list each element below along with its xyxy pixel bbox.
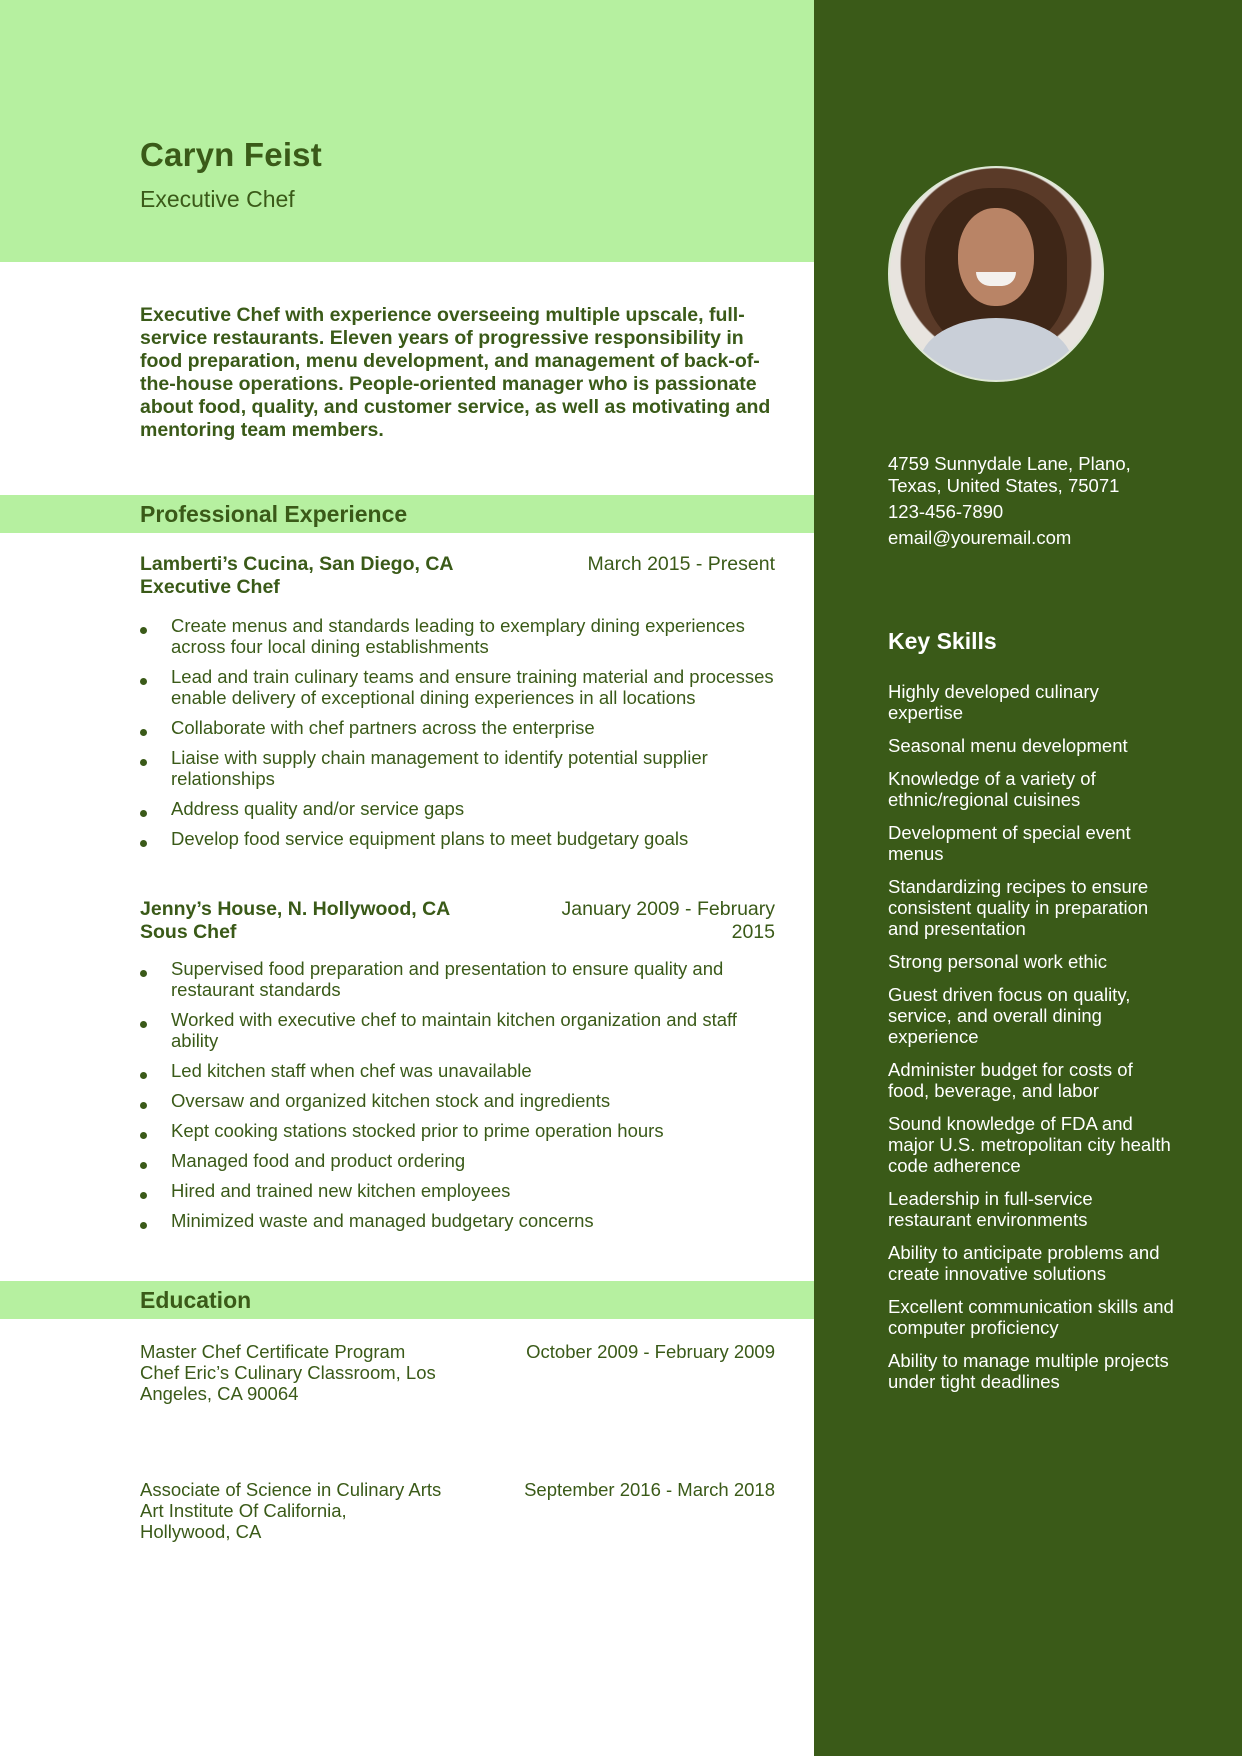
- list-item: Standardizing recipes to ensure consistent quality in preparation and presentation: [888, 876, 1149, 939]
- list-item: Kept cooking stations stocked prior to prime operation hours: [140, 1120, 775, 1141]
- list-item: Sound knowledge of FDA and major U.S. metropolitan city health code adherence: [888, 1113, 1171, 1176]
- list-item: Excellent communication skills and computer proficiency: [888, 1296, 1174, 1338]
- education-band: [0, 1281, 814, 1319]
- list-item: Highly developed culinary expertise: [888, 681, 1099, 723]
- list-item: Minimized waste and managed budgetary concerns: [140, 1210, 775, 1231]
- list-item: Ability to anticipate problems and create innovative solutions: [888, 1242, 1160, 1284]
- list-item: Worked with executive chef to maintain kitchen organization and staff ability: [140, 1009, 775, 1051]
- list-item: Ability to manage multiple projects under tight deadlines: [888, 1350, 1169, 1392]
- list-item: Lead and train culinary teams and ensure training material and processes enable delivery of exceptional dining experiences in all locations: [140, 666, 775, 708]
- list-item: Develop food service equipment plans to meet budgetary goals: [140, 828, 775, 849]
- list-item: Hired and trained new kitchen employees: [140, 1180, 775, 1201]
- contact-address: 4759 Sunnydale Lane, Plano, Texas, United States, 75071: [888, 453, 1131, 496]
- experience-heading: Professional Experience: [140, 501, 408, 527]
- profile-photo: [888, 166, 1104, 382]
- summary-paragraph: Executive Chef with experience overseeing multiple upscale, full-service restaurants. Eleven years of progressive responsibility in food preparation, menu development, and management of back-of-the-house operations. People-oriented manager who is passionate about food, quality, and customer service, as well as motivating and mentoring team members.: [140, 304, 771, 441]
- job-dates: March 2015 - Present: [587, 553, 775, 575]
- contact-phone: 123-456-7890: [888, 501, 1004, 522]
- list-item: Collaborate with chef partners across the enterprise: [140, 717, 775, 738]
- contact-info: [888, 453, 1188, 553]
- education-degree: Master Chef Certificate Program: [140, 1341, 406, 1362]
- education-degree: Associate of Science in Culinary Arts: [140, 1479, 442, 1500]
- list-item: Leadership in full-service restaurant environments: [888, 1188, 1093, 1230]
- list-item: Seasonal menu development: [888, 735, 1128, 756]
- job-role: Sous Chef: [140, 921, 237, 943]
- job-entry: [140, 553, 775, 858]
- education-school: Art Institute Of California, Hollywood, CA: [140, 1500, 347, 1542]
- contact-email: email@youremail.com: [888, 527, 1072, 548]
- candidate-name: Caryn Feist: [140, 136, 322, 173]
- header-band: [0, 0, 814, 262]
- job-entry: [140, 898, 775, 1240]
- list-item: Address quality and/or service gaps: [140, 798, 775, 819]
- list-item: Led kitchen staff when chef was unavailable: [140, 1060, 775, 1081]
- education-school: Chef Eric’s Culinary Classroom, Los Angeles, CA 90064: [140, 1362, 436, 1404]
- skills-heading: Key Skills: [888, 628, 997, 654]
- education-dates: October 2009 - February 2009: [526, 1341, 775, 1362]
- list-item: Strong personal work ethic: [888, 951, 1108, 972]
- list-item: Oversaw and organized kitchen stock and ingredients: [140, 1090, 775, 1111]
- list-item: Administer budget for costs of food, beverage, and labor: [888, 1059, 1133, 1101]
- job-company: Jenny’s House, N. Hollywood, CA: [140, 898, 451, 920]
- list-item: Supervised food preparation and presentation to ensure quality and restaurant standards: [140, 958, 775, 1000]
- education-heading: Education: [140, 1287, 252, 1313]
- photo-face: [958, 208, 1034, 306]
- job-bullets: [140, 958, 775, 1231]
- candidate-title: Executive Chef: [140, 186, 295, 212]
- job-dates: January 2009 - February 2015: [561, 898, 775, 943]
- education-dates: September 2016 - March 2018: [524, 1479, 775, 1500]
- list-item: Managed food and product ordering: [140, 1150, 775, 1171]
- job-bullets: [140, 615, 775, 849]
- job-role: Executive Chef: [140, 576, 280, 598]
- list-item: Development of special event menus: [888, 822, 1131, 864]
- education-entry: [140, 1479, 775, 1542]
- skills-list: [888, 681, 1178, 1404]
- job-company: Lamberti’s Cucina, San Diego, CA: [140, 553, 454, 575]
- list-item: Liaise with supply chain management to identify potential supplier relationships: [140, 747, 775, 789]
- list-item: Knowledge of a variety of ethnic/regional cuisines: [888, 768, 1096, 810]
- education-entry: [140, 1341, 775, 1404]
- list-item: Create menus and standards leading to exemplary dining experiences across four local dining establishments: [140, 615, 775, 657]
- list-item: Guest driven focus on quality, service, and overall dining experience: [888, 984, 1131, 1047]
